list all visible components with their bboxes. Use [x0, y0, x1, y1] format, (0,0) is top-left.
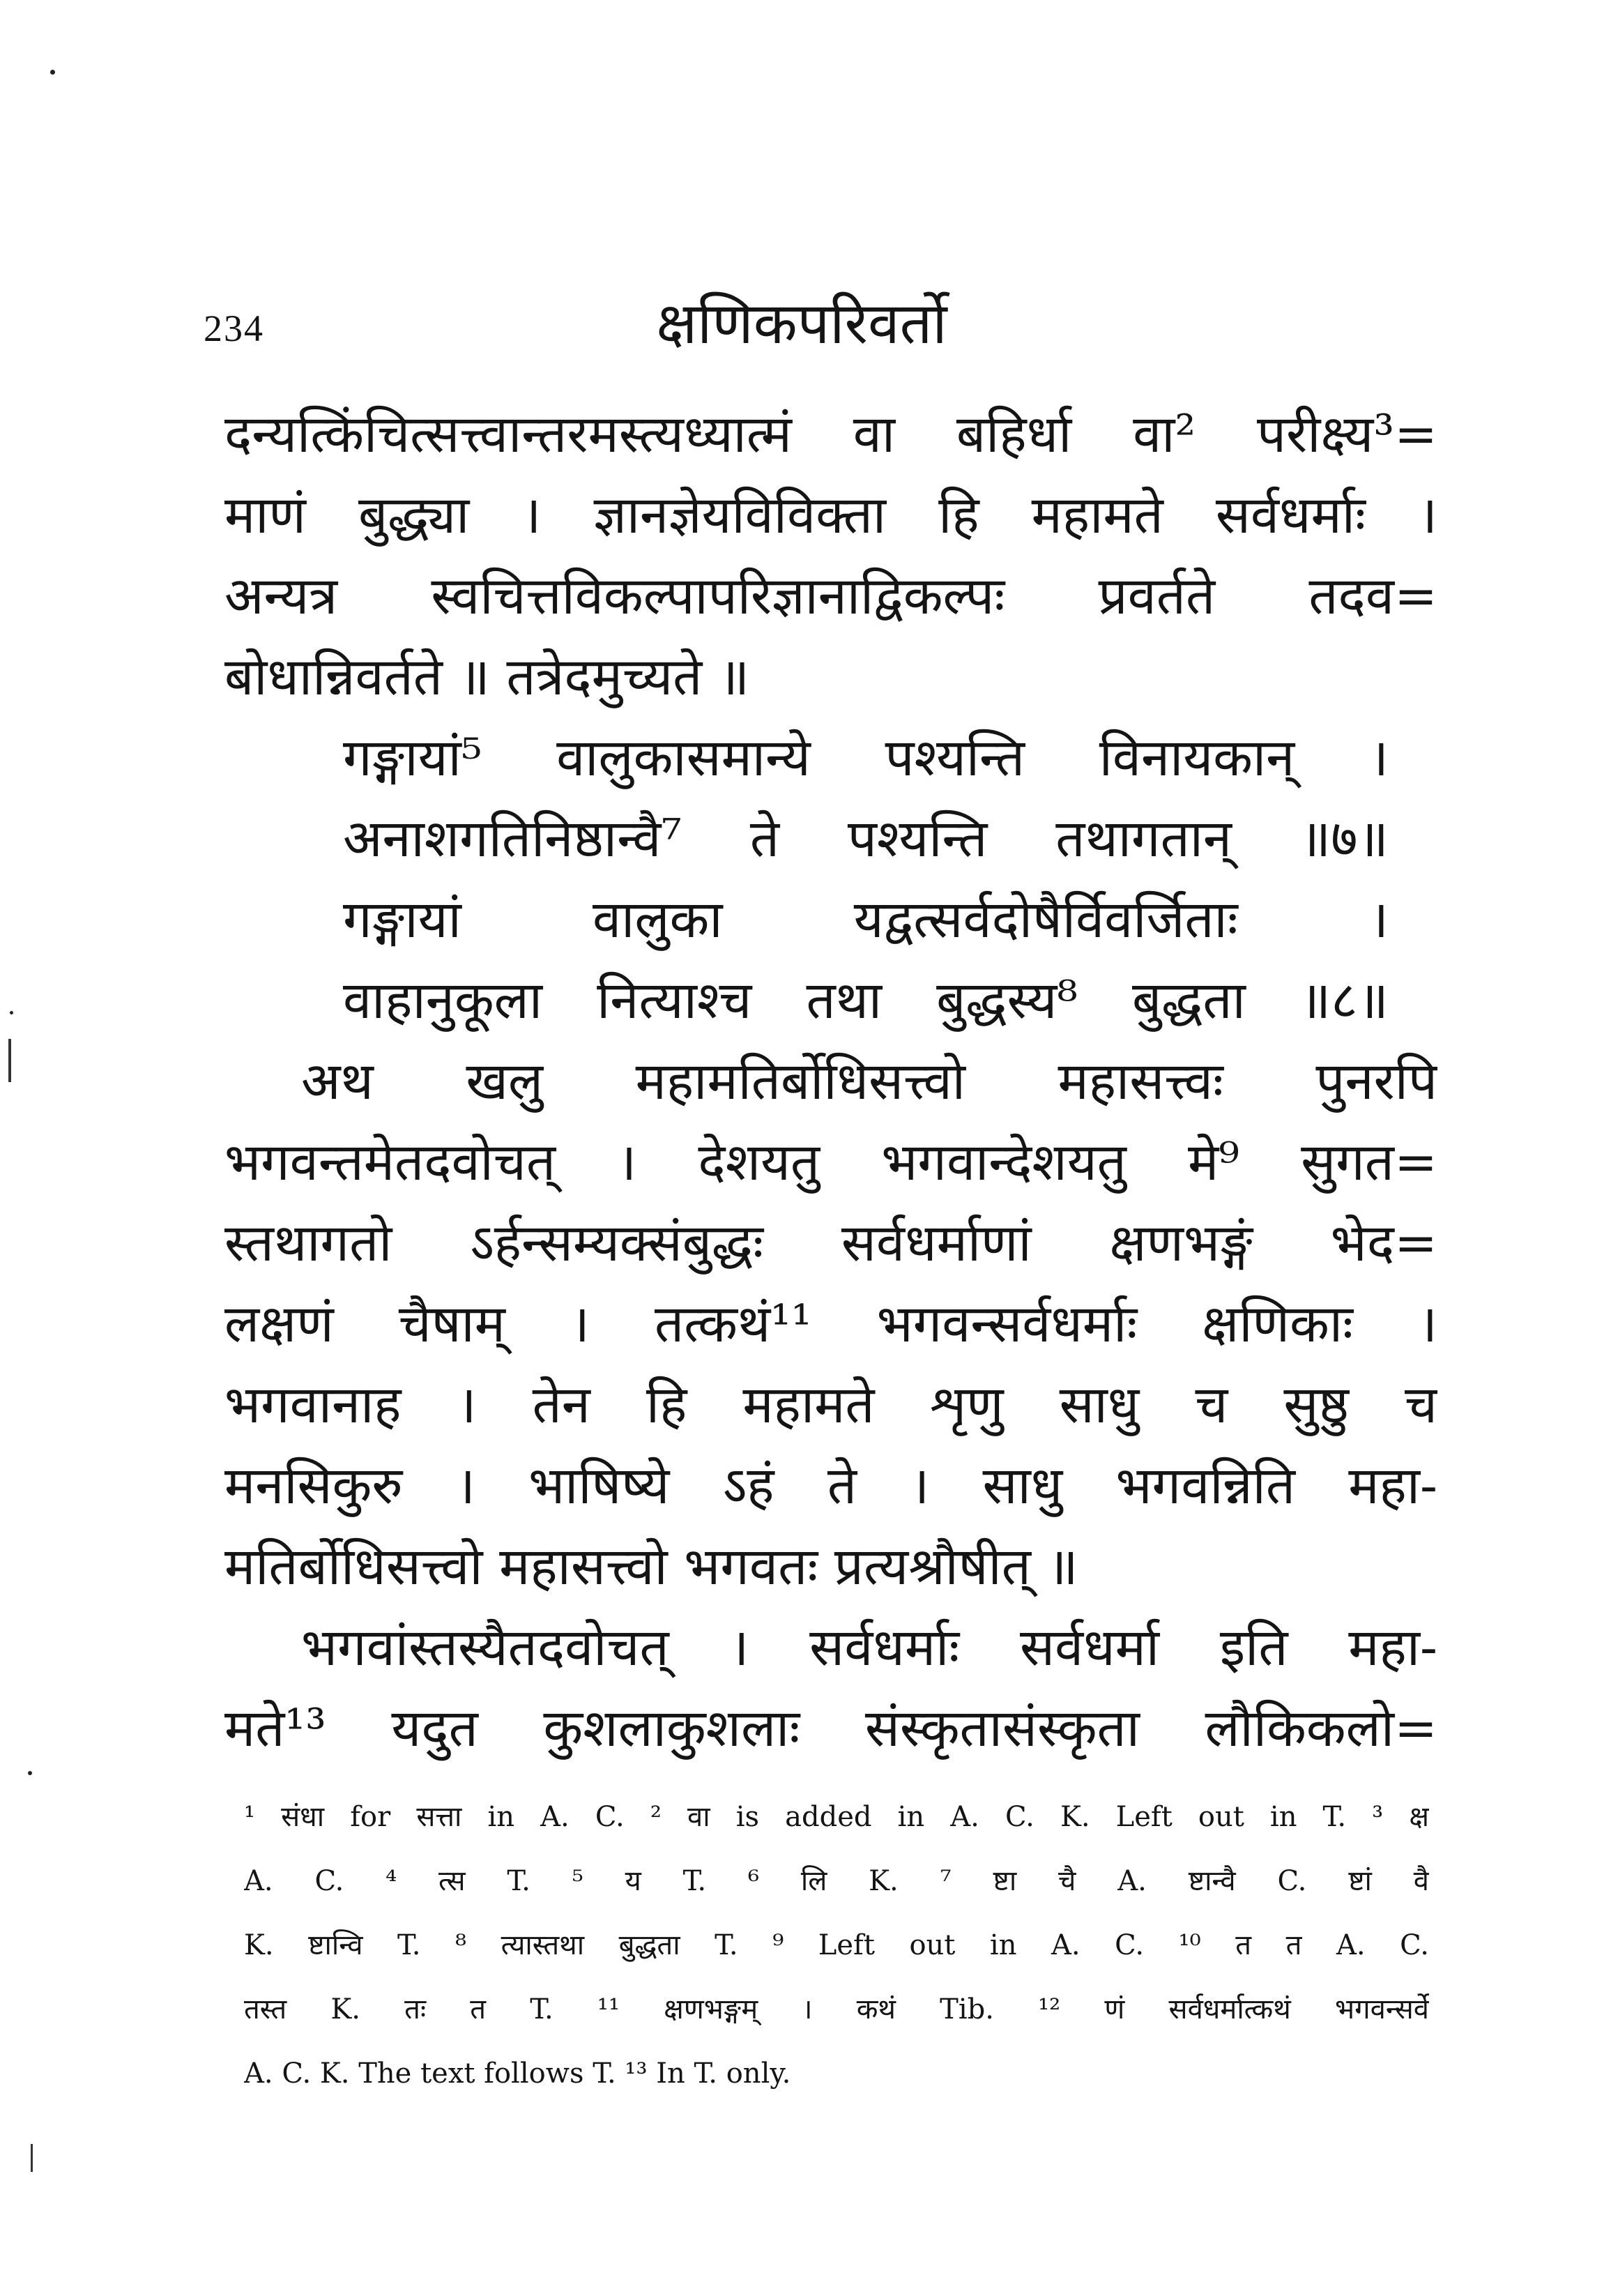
- text-line: दन्यत्किंचित्सत्त्वान्तरमस्त्यध्यात्मं वा बहिर्धा वा² परीक्ष्य³=: [224, 404, 1437, 464]
- text-line: मते¹³ यदुत कुशलाकुशलाः संस्कृतासंस्कृता लौकिकलो=: [224, 1698, 1437, 1758]
- text-line: अथ खलु महामतिर्बोधिसत्त्वो महासत्त्वः पुनरपि: [301, 1051, 1437, 1111]
- scan-speck: [28, 1771, 32, 1775]
- verse-line: गङ्गायां वालुका यद्वत्सर्वदोषैर्विवर्जिताः ।: [343, 890, 1389, 950]
- text-line: भगवानाह । तेन हि महामते शृणु साधु च सुष्ठु च: [224, 1375, 1437, 1435]
- margin-mark: [8, 1039, 11, 1082]
- footnotes: [244, 1785, 1429, 2106]
- text-line: मतिर्बोधिसत्त्वो महासत्त्वो भगवतः प्रत्यश्रौषीत् ॥: [224, 1537, 1078, 1597]
- verse-line: गङ्गायां⁵ वालुकासमान्ये पश्यन्ति विनायकान् ।: [343, 728, 1389, 788]
- footnote-line: तस्त K. तः त T. ¹¹ क्षणभङ्गम् । कथं Tib. ¹² णं सर्वधर्मात्कथं भगवन्सर्वे: [244, 1993, 1429, 2025]
- margin-mark: [31, 2144, 33, 2172]
- page-number: 234: [204, 307, 264, 349]
- text-line: मनसिकुरु । भाषिष्ये ऽहं ते । साधु भगवन्निति महा-: [224, 1456, 1437, 1516]
- text-line: बोधान्निवर्तते ॥ तत्रेदमुच्यते ॥: [224, 647, 750, 707]
- footnote-line: K. ष्टान्वि T. ⁸ त्यास्तथा बुद्धता T. ⁹ Left out in A. C. ¹⁰ त त A. C.: [244, 1929, 1429, 1961]
- text-line: भगवन्तमेतदवोचत् । देशयतु भगवान्देशयतु मे⁹ सुगत=: [224, 1132, 1437, 1192]
- text-line: अन्यत्र स्वचित्तविकल्पापरिज्ञानाद्विकल्पः प्रवर्तते तदव=: [224, 566, 1437, 626]
- verse-line: वाहानुकूला नित्याश्च तथा बुद्धस्य⁸ बुद्धता ॥८॥: [343, 971, 1389, 1031]
- scan-speck: [50, 70, 55, 75]
- text-line: भगवांस्तस्यैतदवोचत् । सर्वधर्माः सर्वधर्मा इति महा-: [301, 1618, 1437, 1678]
- footnote-line: ¹ संधा for सत्ता in A. C. ² वा is added in A. C. K. Left out in T. ³ क्ष: [244, 1801, 1429, 1833]
- running-head: क्षणिकपरिवर्तो: [656, 291, 947, 357]
- text-line: स्तथागतो ऽर्हन्सम्यक्संबुद्धः सर्वधर्माणां क्षणभङ्गं भेद=: [224, 1213, 1437, 1273]
- footnote-line: A. C. ⁴ त्स T. ⁵ य T. ⁶ लि K. ⁷ ष्टा चै A. ष्टान्वै C. ष्टां वै: [244, 1865, 1429, 1897]
- main-text: [224, 394, 1437, 1769]
- scan-speck: [10, 1011, 13, 1014]
- text-line: माणं बुद्ध्या । ज्ञानज्ञेयविविक्ता हि महामते सर्वधर्माः ।: [224, 485, 1437, 545]
- footnote-line: A. C. K. The text follows T. ¹³ In T. only.: [244, 2058, 791, 2090]
- text-line: लक्षणं चैषाम् । तत्कथं¹¹ भगवन्सर्वधर्माः क्षणिकाः ।: [224, 1294, 1437, 1354]
- verse-line: अनाशगतिनिष्ठान्वै⁷ ते पश्यन्ति तथागतान् ॥७॥: [343, 809, 1389, 869]
